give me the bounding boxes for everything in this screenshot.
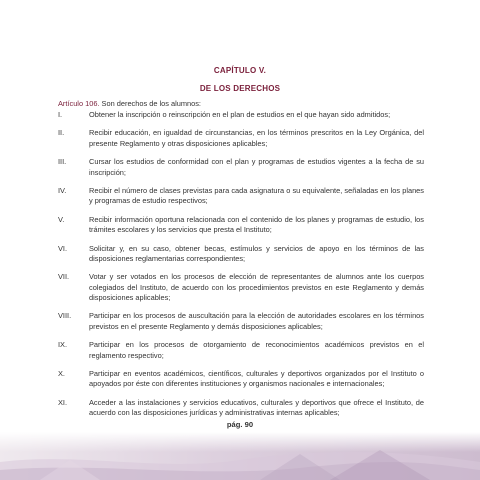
rights-list	[58, 110, 424, 427]
item-text: Acceder a las instalaciones y servicios educativos, culturales y deportivos que ofrece el Instituto, de acuerdo con las disposiciones jurídicas y administrativas internas aplicables;	[89, 397, 424, 418]
article-label: Artículo 106.	[58, 99, 100, 108]
item-text: Obtener la inscripción o reinscripción en el plan de estudios en el que hayan sido admitidos;	[89, 110, 391, 119]
list-item	[58, 340, 424, 361]
list-item	[58, 272, 424, 303]
chapter-heading: CAPÍTULO V.	[213, 66, 267, 75]
item-number: II.	[58, 128, 65, 138]
item-text: Recibir educación, en igualdad de circunstancias, en los términos prescritos en la Ley Orgánica, del presente Reglamento y otras disposiciones aplicables;	[89, 128, 424, 148]
item-number: V.	[58, 214, 65, 224]
list-item	[58, 128, 424, 149]
item-number: IV.	[58, 186, 67, 196]
item-text: Recibir el número de clases previstas para cada asignatura o su equivalente, señaladas en los planes y programas de estudio respectivos;	[89, 186, 424, 206]
item-number: X.	[58, 369, 65, 379]
item-text: Solicitar y, en su caso, obtener becas, estímulos y servicios de apoyo en los términos de las disposiciones reglamentarias correspondientes;	[89, 243, 424, 263]
section-title: DE LOS DERECHOS	[199, 84, 281, 93]
item-number: IX.	[58, 340, 68, 350]
list-item	[58, 157, 424, 178]
item-text: Participar en los procesos de otorgamiento de reconocimientos académicos previstos en el reglamento respectivo;	[89, 340, 424, 360]
item-number: VIII.	[58, 311, 72, 321]
item-number: VII.	[58, 272, 70, 282]
list-item	[58, 311, 424, 332]
list-item	[58, 244, 424, 265]
list-item	[58, 398, 424, 419]
list-item	[58, 186, 424, 207]
item-text: Cursar los estudios de conformidad con el plan y programas de estudios vigentes a la fecha de su inscripción;	[89, 157, 424, 177]
article-intro	[58, 99, 201, 108]
footer-wave-graphic	[0, 432, 480, 480]
item-number: I.	[58, 110, 63, 119]
article-intro-text: Son derechos de los alumnos:	[99, 99, 201, 108]
item-number: III.	[58, 157, 67, 167]
item-number: VI.	[58, 243, 68, 253]
item-text: Recibir información oportuna relacionada con el contenido de los planes y programas de estudio, los trámites escolares y los servicios que presta el Instituto;	[89, 214, 424, 235]
item-number: XI.	[58, 397, 68, 407]
list-item	[58, 110, 424, 120]
list-item	[58, 369, 424, 390]
list-item	[58, 215, 424, 236]
item-text: Participar en los procesos de auscultación para la elección de autoridades escolares en los términos previstos en el presente Reglamento y demás disposiciones aplicables;	[89, 311, 424, 331]
item-text: Participar en eventos académicos, científicos, culturales y deportivos organizados por el Instituto o apoyados por éste con diferentes instituciones y organismos nacionales e internacionales;	[89, 369, 424, 389]
page-number: pág. 90	[226, 420, 254, 429]
footer-decorative-band	[0, 432, 480, 480]
item-text: Votar y ser votados en los procesos de elección de representantes de alumnos ante los cuerpos colegiados del Instituto, de acuerdo con los procedimientos previstos en este Reglamento y demás disposiciones aplicables;	[89, 272, 424, 302]
